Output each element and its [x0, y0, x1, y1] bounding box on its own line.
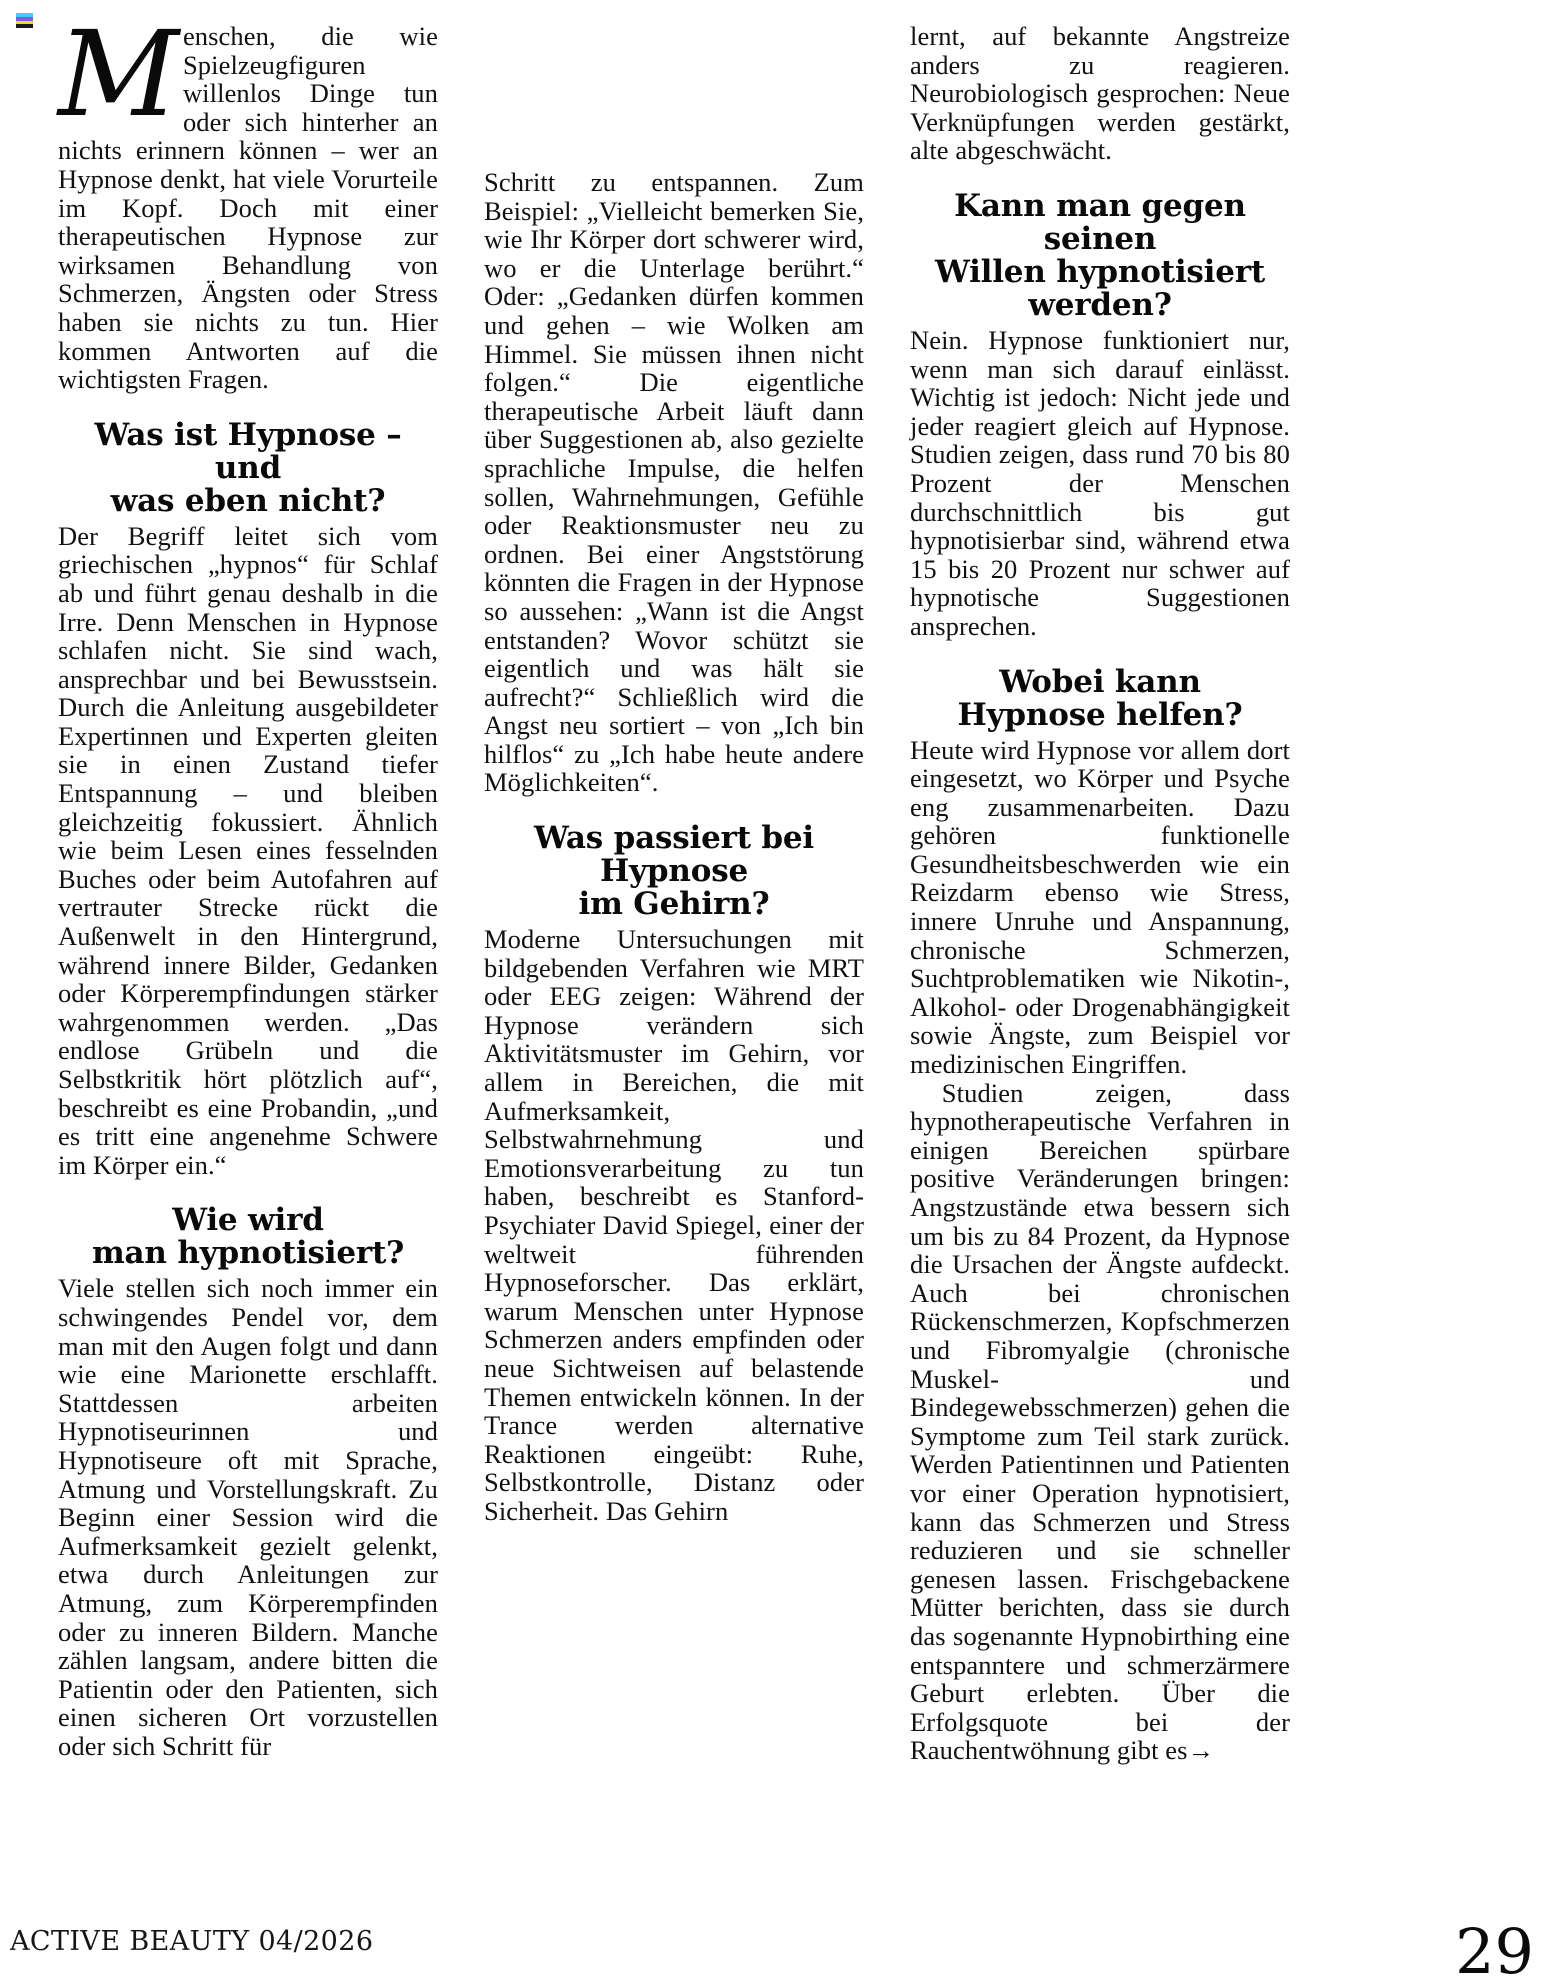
footer-publication-label: ACTIVE BEAUTY 04/2026 — [10, 1926, 374, 1957]
heading-line: Was passiert bei Hypnose — [533, 820, 815, 890]
paragraph-continued: lernt, auf bekannte Angstreize anders zu reagieren. Neurobiologisch gesprochen: Neue Verknüpfungen werden gestärkt, alte abgeschwächt. — [910, 21, 1290, 166]
paragraph-continued: Schritt zu entspannen. Zum Beispiel: „Vielleicht bemerken Sie, wie Ihr Körper dort schwerer wird, wo er die Unterlage berührt.“ Oder: „Gedanken dürfen kommen und gehen – wie Wolken am Himmel. Sie müssen ihnen nicht folgen.“ Die eigentliche therapeutische Arbeit läuft dann über Suggestionen ab, also gezielte sprachliche Impulse, die helfen sollen, Wahrnehmungen, Gefühle oder Reaktionsmuster neu zu ordnen. Bei einer Angststörung könnten die Fragen in der Hypnose so aussehen: „Wann ist die Angst entstanden? Wovor schützt sie eigentlich und was hält sie aufrecht?“ Schließlich wird die Angst neu sortiert – von „Ich bin hilflos“ zu „Ich habe heute andere Möglichkeiten“. — [484, 167, 864, 798]
paragraph: Der Begriff leitet sich vom griechischen „hypnos“ für Schlaf ab und führt genau deshalb in die Irre. Denn Menschen in Hypnose schlafen nicht. Sie sind wach, ansprechbar und bei Bewusstsein. Durch die Anleitung ausgebildeter Expertinnen und Experten gleiten sie in einen Zustand tiefer Entspannung – und bleiben gleichzeitig fokussiert. Ähnlich wie beim Lesen eines fesselnden Buches oder beim Autofahren auf vertrauter Strecke rückt die Außenwelt in den Hintergrund, während innere Bilder, Gedanken oder Körperempfindungen stärker wahrgenommen werden. „Das endlose Grübeln und die Selbstkritik hört plötzlich auf“, beschreibt es eine Probandin, „und es tritt eine angenehme Schwere im Körper ein.“ — [58, 520, 438, 1180]
heading-wie-wird-man-hypnotisiert — [58, 1204, 438, 1270]
lead-paragraph-text: enschen, die wie Spielzeugfiguren willenlos Dinge tun oder sich hinterher an nichts erinnern können – wer an Hypnose denkt, hat viele Vorurteile im Kopf. Doch mit einer therapeutischen Hypnose zur wirksamen Behandlung von Schmerzen, Ängsten oder Stress haben sie nichts zu tun. Hier kommen Antworten auf die wichtigsten Fragen. — [58, 21, 438, 395]
heading-line: Wobei kann — [999, 663, 1201, 700]
heading-kann-man-gegen-seinen-willen — [910, 187, 1290, 323]
drop-cap: M — [58, 5, 179, 143]
heading-line: Willen hypnotisiert werden? — [935, 253, 1265, 323]
column-middle — [484, 22, 864, 1852]
page-footer — [0, 1875, 1550, 1985]
paragraph: Viele stellen sich noch immer ein schwingendes Pendel vor, dem man mit den Augen folgt und dann wie eine Marionette erschlafft. Stattdessen arbeiten Hypnotiseurinnen und Hypnotiseure oft mit Sprache, Atmung und Vorstellungskraft. Zu Beginn einer Session wird die Aufmerksamkeit gezielt gelenkt, etwa durch Anleitungen zur Atmung, zum Körperempfinden oder zu inneren Bildern. Manche zählen langsam, andere bitten die Patientin oder den Patienten, sich einen sicheren Ort vorzustellen oder sich Schritt für — [58, 1273, 438, 1761]
heading-wobei-kann-hypnose-helfen — [910, 663, 1290, 733]
heading-line: Hypnose helfen? — [957, 696, 1243, 733]
column-top-spacer — [484, 22, 864, 168]
heading-line: Kann man gegen seinen — [954, 187, 1246, 257]
heading-was-passiert-bei-hypnose-im-gehirn — [484, 822, 864, 921]
page-number: 29 — [1455, 1915, 1534, 1985]
paragraph: Moderne Untersuchungen mit bildgebenden Verfahren wie MRT oder EEG zeigen: Während der Hypnose verändern sich Aktivitätsmuster im Gehirn, vor allem in Bereichen, die mit Aufmerksamkeit, Selbstwahrnehmung und Emotionsverarbeitung zu tun haben, beschreibt es Stanford-Psychiater David Spiegel, einer der weltweit führenden Hypnoseforscher. Das erklärt, warum Menschen unter Hypnose Schmerzen anders empfinden oder neue Sichtweisen auf belastende Themen entwickeln können. In der Trance werden alternative Reaktionen eingeübt: Ruhe, Selbstkontrolle, Distanz oder Sicherheit. Das Gehirn — [484, 924, 864, 1526]
column-right — [910, 22, 1290, 1852]
paragraph-text: Studien zeigen, dass hypnotherapeutische Verfahren in einigen Bereichen spürbare positive Veränderungen bringen: Angstzustände etwa bessern sich um bis zu 84 Prozent, da Hypnose die Ursachen der Ängste aufdeckt. Auch bei chronischen Rückenschmerzen, Kopfschmerzen und Fibromyalgie (chronische Muskel- und Bindegewebsschmerzen) gehen die Symptome zum Teil stark zurück. Werden Patientinnen und Patienten vor einer Operation hypnotisiert, kann das Schmerzen und Stress reduzieren und sie schneller genesen lassen. Frischgebackene Mütter berichten, dass sie durch das sogenannte Hypnobirthing eine entspanntere und schmerzärmere Geburt erlebten. Über die Erfolgsquote bei der Rauchentwöhnung gibt es — [910, 1077, 1290, 1766]
cmyk-registration-mark — [16, 13, 33, 28]
heading-line: im Gehirn? — [578, 886, 770, 923]
paragraph-with-continuation-arrow — [910, 1079, 1290, 1765]
continuation-arrow-icon: → — [1187, 1735, 1215, 1766]
heading-line: was eben nicht? — [110, 482, 386, 519]
heading-was-ist-hypnose — [58, 416, 438, 519]
heading-line: man hypnotisiert? — [91, 1235, 405, 1272]
paragraph: Nein. Hypnose funktioniert nur, wenn man sich darauf einlässt. Wichtig ist jedoch: Nicht jede und jeder reagiert gleich auf Hypnose. Studien zeigen, dass rund 70 bis 80 Prozent der Menschen durchschnittlich bis gut hypnotisierbar sind, während etwa 15 bis 20 Prozent nur schwer auf hypnotische Suggestionen ansprechen. — [910, 324, 1290, 641]
heading-line: Was ist Hypnose – und — [94, 416, 402, 486]
column-left — [58, 5, 438, 1852]
article-columns — [58, 5, 1450, 1852]
regmark-stripe-black — [16, 24, 33, 28]
paragraph: Heute wird Hypnose vor allem dort eingesetzt, wo Körper und Psyche eng zusammenarbeiten. Dazu gehören funktionelle Gesundheitsbeschwerden wie ein Reizdarm ebenso wie Stress, innere Unruhe und Anspannung, chronische Schmerzen, Suchtproblematiken wie Nikotin-, Alkohol- oder Drogenabhängigkeit sowie Ängste, zum Beispiel vor medizinischen Eingriffen. — [910, 734, 1290, 1080]
heading-line: Wie wird — [172, 1202, 324, 1239]
lead-paragraph — [58, 5, 438, 395]
